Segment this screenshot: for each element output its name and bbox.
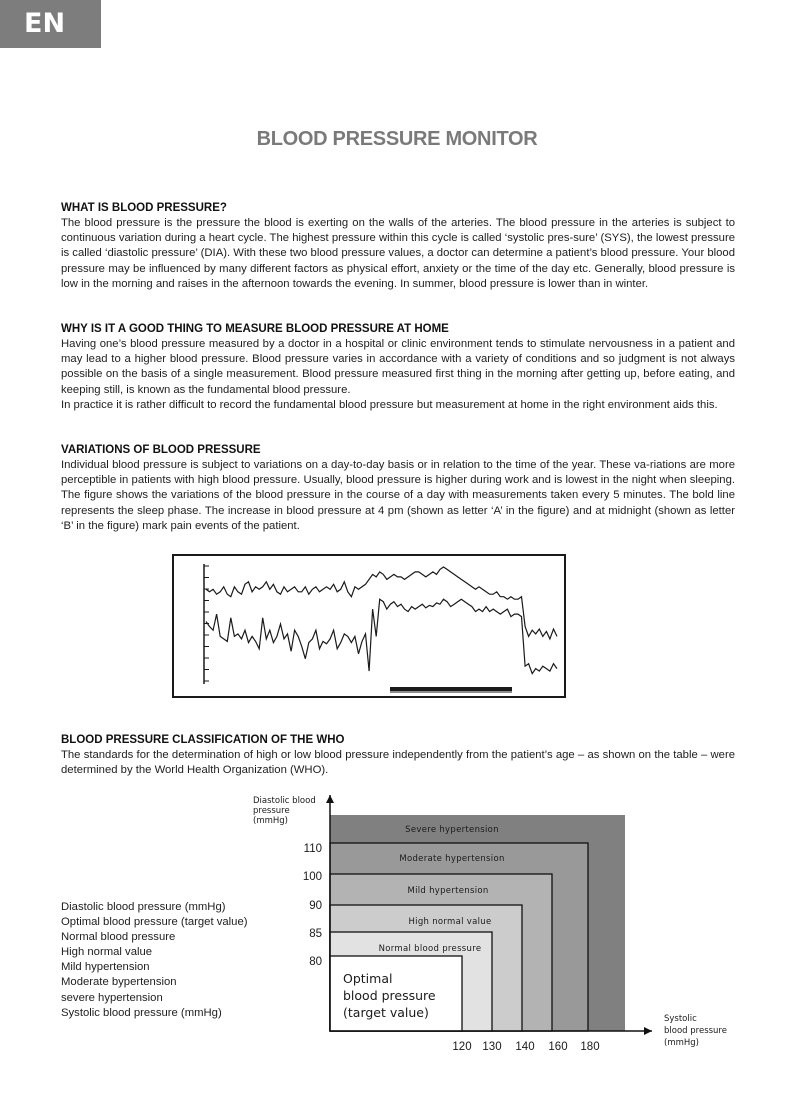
y-axis-arrow (326, 795, 334, 803)
zone-label-2: Mild hypertension (407, 886, 489, 896)
legend-item: Mild hypertension (61, 961, 150, 974)
x-tick-label: 140 (515, 1041, 535, 1053)
section-variations (61, 443, 735, 534)
page-title: BLOOD PRESSURE MONITOR (256, 128, 538, 150)
section-what-is-bp (61, 201, 735, 292)
section-body-continued: In practice it is rather difficult to record the fundamental blood pressure but measurement at home in the right environment aids this. (61, 398, 718, 411)
section-body: The standards for the determination of high or low blood pressure independently from the patient’s age – as shown on the table – were determined by the World Health Organization (WHO). (61, 749, 735, 777)
y-tick-label: 110 (303, 843, 322, 855)
x-tick-label: 130 (482, 1041, 502, 1053)
x-tick-label: 180 (580, 1041, 600, 1053)
legend-item: Normal blood pressure (61, 931, 176, 944)
x-tick-label: 160 (548, 1041, 568, 1053)
bp-series-line-0 (206, 599, 557, 673)
zone-label-1: Moderate hypertension (399, 854, 505, 864)
language-tab: EN (0, 0, 101, 48)
legend-item: severe hypertension (61, 991, 163, 1004)
zone-label-3: High normal value (408, 917, 492, 927)
legend-item: Systolic blood pressure (mmHg) (61, 1006, 222, 1019)
section-measure-at-home (61, 322, 735, 413)
sleep-phase-bar (390, 687, 512, 691)
section-heading: BLOOD PRESSURE CLASSIFICATION OF THE WHO (61, 734, 345, 746)
section-body: Individual blood pressure is subject to variations on a day-to-day basis or in relation to the time of the year. These va-riations are more perceptible in patients with high blood pressure. Usually, blood pressure is higher during work and is lowest in the night when sleeping. The figure shows the variations of the blood pressure in the course of a day with measurements taken every 5 minutes. The bold line represents the sleep phase. The increase in blood pressure at 4 pm (shown as letter ‘A’ in the figure) and at midnight (shown as letter ‘B’ in the figure) mark pain events of the patient. (61, 459, 735, 532)
section-who-classification (61, 733, 735, 778)
optimal-label-line: Optimal (343, 971, 393, 986)
x-axis-title-line: blood pressure (664, 1026, 727, 1036)
y-axis-title-line: (mmHg) (253, 816, 288, 826)
who-classification-chart (240, 785, 760, 1065)
zone-label-0: Severe hypertension (405, 825, 499, 835)
x-axis-title-line: Systolic (664, 1014, 697, 1024)
optimal-label-line: (target value) (343, 1005, 429, 1020)
daily-bp-variation-chart (172, 554, 566, 698)
x-axis-arrow (644, 1027, 652, 1035)
section-heading: WHY IS IT A GOOD THING TO MEASURE BLOOD PRESSURE AT HOME (61, 323, 449, 335)
y-tick-label: 85 (309, 928, 322, 940)
legend-item: Moderate bypertension (61, 976, 177, 989)
y-tick-label: 100 (302, 871, 322, 883)
y-tick-label: 80 (309, 956, 322, 968)
y-tick-label: 90 (309, 900, 322, 912)
x-axis-title-line: (mmHg) (664, 1038, 699, 1048)
bp-series-line-1 (206, 567, 557, 639)
section-heading: VARIATIONS OF BLOOD PRESSURE (61, 444, 261, 456)
x-tick-label: 120 (452, 1041, 472, 1053)
legend-item: High normal value (61, 946, 153, 959)
legend-item: Optimal blood pressure (target value) (61, 916, 248, 929)
section-heading: WHAT IS BLOOD PRESSURE? (61, 202, 227, 214)
y-axis-title-line: Diastolic blood (253, 796, 316, 806)
optimal-label-line: blood pressure (343, 988, 436, 1003)
zone-label-4: Normal blood pressure (378, 944, 482, 954)
section-body: Having one’s blood pressure measured by a doctor in a hospital or clinic environment tends to stimulate nervousness in a patient and may lead to a higher blood pressure. Blood pressure varies in accordance with a variety of conditions and so judgment is not always possible on the basis of a single measurement. Blood pressure measured first thing in the morning after getting up, before eating, and keeping still, is known as the fundamental blood pressure. (61, 338, 735, 396)
section-body: The blood pressure is the pressure the blood is exerting on the walls of the arteries. The blood pressure in the arteries is subject to continuous variation during a heart cycle. The highest pressure within this cycle is called ‘systolic pres-sure’ (SYS), the lowest pressure is called ‘diastolic pressure’ (DIA). With these two blood pressure values, a doctor can determine a patient’s blood pressure. Your blood pressure may be influenced by many different factors as physical effort, anxiety or the time of the day etc. Generally, blood pressure is low in the morning and raises in the afternoon towards the evening. In summer, blood pressure is lower than in winter. (61, 217, 735, 290)
legend-item: Diastolic blood pressure (mmHg) (61, 901, 226, 913)
y-axis-title-line: pressure (253, 806, 290, 816)
daily-bp-plot (174, 556, 564, 696)
